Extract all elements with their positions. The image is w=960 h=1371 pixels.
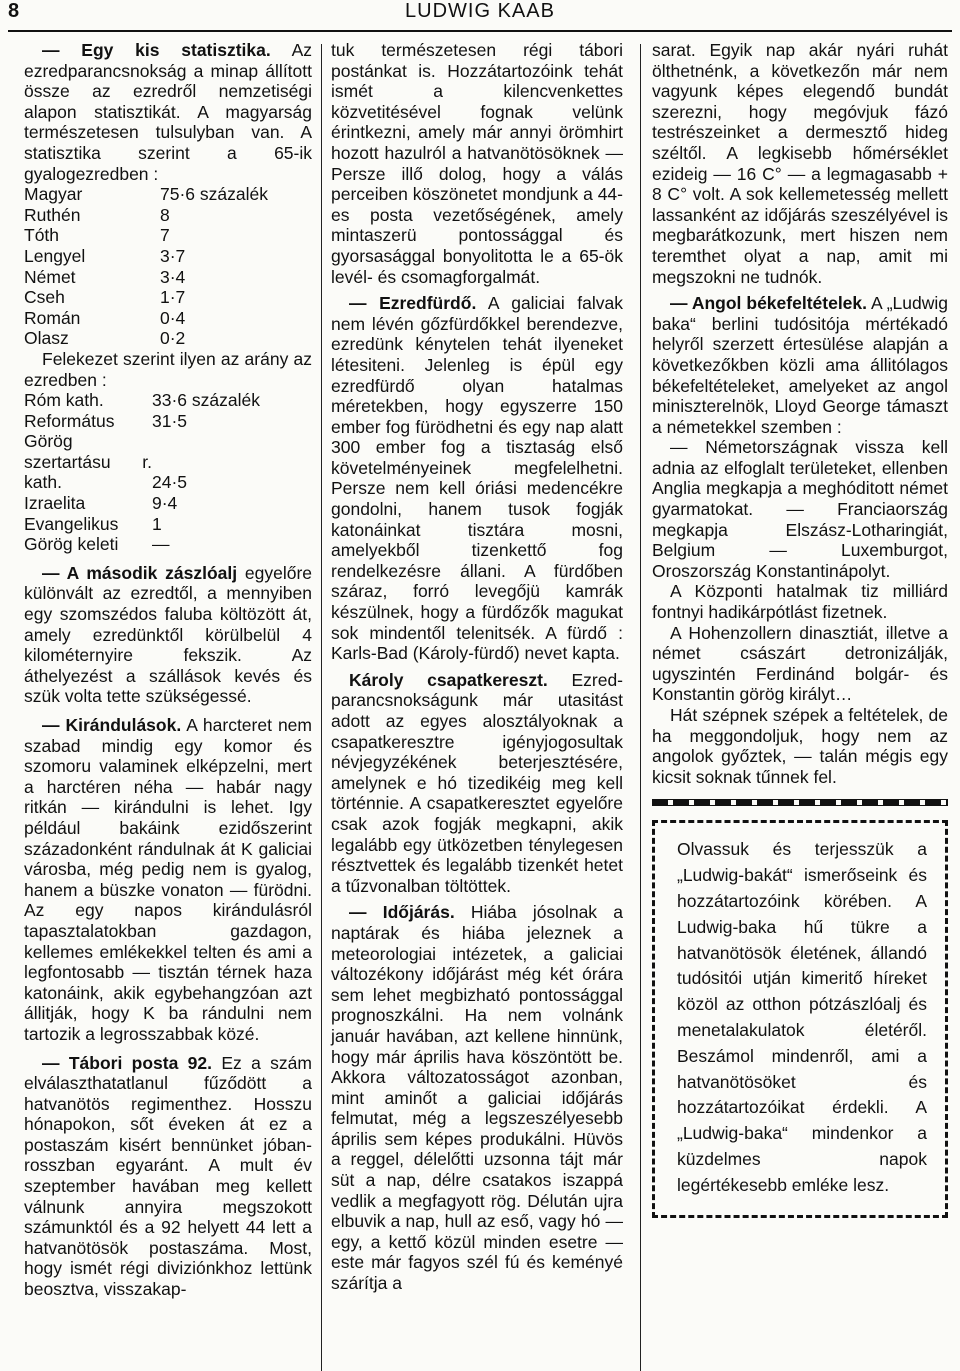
religion-table xyxy=(24,390,312,555)
article-body: A „Ludwig baka“ berlini tudósitója mértékadó helyről szerzett értesülése alapján a következőkben közli ama állitólagos békefeltételeket, amelyeket az angol miniszterelnök, Lloyd George támaszt a németekkel szemben : xyxy=(652,293,949,437)
table-row xyxy=(24,246,312,267)
table-row xyxy=(24,390,312,411)
row-value: 7 xyxy=(160,225,170,246)
column-3 xyxy=(652,40,948,1218)
row-value: 0·2 xyxy=(160,328,186,349)
column-2 xyxy=(331,40,623,1294)
article-paragraph: Hát szépnek szépek a feltételek, de ha meggondoljuk, hogy nem az angolok győztek, — talán mégis egy kicsit soknak tűnnek fel. xyxy=(652,705,948,787)
table-row xyxy=(24,328,312,349)
table-row xyxy=(24,493,312,514)
table-row xyxy=(24,287,312,308)
article-body: Az ezredparancsnokság a minap állított össze az ezredről nemzetiségi alapon statisztikát. A magyarság természetesen tulsulyban van. A statisztika szerint a 65-ik gyalogezredben : xyxy=(24,40,312,184)
row-label: Evangelikus xyxy=(24,513,119,534)
table-row xyxy=(24,205,312,226)
row-label: Ruthén xyxy=(24,204,81,225)
row-label: Német xyxy=(24,266,76,287)
column-divider xyxy=(321,44,322,1371)
article-ezredfurdo xyxy=(331,293,623,664)
article-idojaras-continued: sarat. Egyik nap akár nyári ruhát ölthetnénk, a következőn már nem vagyunk képes elegendő bundát szerezni, hogy megóvjuk fázó testrészeinket a dermesztő hideg széltől. A legkisebb hőmérséklet ezideig — 16 C° — a legmagasabb + 8 C° volt. A sok kellemetesség mellett lassanként az időjárás szeszélyével is megbarátkozunk, mert hiszen nem teremthet olyat a nap, amit mi megszokni ne tudnók. xyxy=(652,40,948,287)
row-value: 1 xyxy=(152,513,162,534)
article-tabori-posta xyxy=(24,1053,312,1300)
row-value: 33·6 százalék xyxy=(152,390,260,411)
article-body: Ezred-parancsnokságunk már utasitást adott az egyes alosztályoknak a csapatkeresztre igényjogosultak névjegyzékének beterjesztésére, amelynek e hó tizedikéig meg kell történnie. A csapatkeresztet egyelőre csak azok fogják megkapni, akik legalább egy ütközetben ténylegesen résztvettek és legalább tizenkét hetet a tűzvonalban töltöttek. xyxy=(331,669,623,896)
article-posta-continued: tuk természetesen régi tábori postánkat is. Hozzátartozóink tehát ismét a kilencvenkettes közvetitésével fognak velünk érintkezni, amely már annyi örömhirt hozott hazulról a hatvanötösöknek — Persze illő dolog, hogy a válás perceiben köszönetet mondjunk a 44-es posta vezetőségének, amely mintaszerü pontossággal és gyorsasággal bonyolitotta le a 65-ök levél- és csomagforgalmát. xyxy=(331,40,623,287)
table-row xyxy=(24,534,312,555)
religion-intro: Felekezet szerint ilyen az arány az ezredben : xyxy=(24,348,312,390)
ornamental-divider xyxy=(652,799,948,806)
article-heading: Károly csapatkereszt. xyxy=(349,669,548,690)
article-heading: — Időjárás. xyxy=(349,902,455,923)
row-value: 31·5 xyxy=(152,410,188,431)
column-divider xyxy=(640,44,641,1371)
row-label: Cseh xyxy=(24,287,65,308)
article-idojaras xyxy=(331,902,623,1293)
article-statisztika xyxy=(24,40,312,184)
row-value: 0·4 xyxy=(160,307,186,328)
running-head: LUDWIG KAAB xyxy=(405,0,555,22)
article-paragraph: — Németországnak vissza kell adnia az elfoglalt területeket, ellenben Anglia megkapja a meghóditott német gyarmatokat. — Franciaország megkapja Elszász-Lotharingiát, Belgium — Luxemburgot, Oroszország Konstantinápolyt. xyxy=(652,437,948,581)
article-paragraph: A Központi hatalmak tiz milliárd fontnyi hadikárpótlást fizetnek. xyxy=(652,581,948,623)
row-value: 3·7 xyxy=(160,245,186,266)
row-value: 8 xyxy=(160,204,170,225)
table-row xyxy=(24,184,312,205)
article-csapatkereszt xyxy=(331,670,623,897)
row-label: Lengyel xyxy=(24,245,86,266)
table-row xyxy=(24,308,312,329)
table-row xyxy=(24,514,312,535)
article-heading: — Angol békefeltételek. xyxy=(670,293,868,314)
row-label: Róm kath. xyxy=(24,390,104,411)
article-body: Ez a szám elválaszthatatlanul fűződött a hatvanötös regimenthez. Hosszu hónapokon, sőt éveken át ez a postaszám kisért bennünket jóban-rosszban egyaránt. A mult év szeptember havában meg kellett válnunk annyira megszokott számunktól és a 92 helyett 44 lett a hatvanötösök postaszáma. Most, hogy ismét régi diviziónkhoz lettünk beosztva, visszakap- xyxy=(24,1052,312,1300)
page-header xyxy=(8,0,952,30)
row-value: 3·4 xyxy=(160,266,186,287)
article-body: A harcteret nem szabad mindig egy komor és szomoru valaminek elképzelni, mert a harctéren néha — habár nagy ritkán — kirándulni is lehet. Igy például bakáink ezidőszerint századonként rándulnak át K galiciai városba, még pedig nem is gyalog, hanem a büszke vonaton — fürödni. Az egy napos kirándulásról tapasztalatokban gazdagon, kellemes emlékekkel telten és ami a legfontosabb — tisztán térnek haza katonáink, akik egybehangzóan azt állitják, hogy K ba rándulni nem tartozik a legrosszabbak közé. xyxy=(24,715,312,1044)
table-row xyxy=(24,431,312,493)
article-kirandulasok xyxy=(24,715,312,1045)
row-value: 24·5 xyxy=(152,472,188,493)
row-value: 1·7 xyxy=(160,287,186,308)
article-body: Hiába jósolnak a naptárak és hiába jeleznek a meteorologiai intézetek, a galiciai változékony időjárást még két órára sem lehet megbizható pontossággal prognoszkálni. Ha nem volnánk január havában, azt kellene hinnünk, hogy már április hava köszöntött be. Akkora változatosságot azonban, mint aminőt a galiciai időjárás felmutat, még a legszeszélyesebb április sem képes produkálni. Hüvös a reggel, délelőtti uzsonna tájt már süt a nap, délre csatakos iszappá vedlik a megfagyott rög. Délután ujra elbuvik a nap, hull az eső, vagy hó — egy, a kettő közül minden esetre — este már fagyos szél fú és keményé szárítja a xyxy=(331,902,623,1294)
page-number: 8 xyxy=(8,0,20,22)
row-label: Református xyxy=(24,410,115,431)
header-rule xyxy=(8,30,952,32)
table-row xyxy=(24,411,312,432)
row-value: 9·4 xyxy=(152,493,178,514)
row-label: Görög szertartásu r. kath. xyxy=(24,431,152,493)
row-value: 75·6 százalék xyxy=(160,184,268,205)
article-heading: — Ezredfürdő. xyxy=(349,293,477,314)
table-row xyxy=(24,225,312,246)
article-angol-bekefeltetelek xyxy=(652,293,948,437)
article-heading: — Kirándulások. xyxy=(42,715,182,735)
article-body: A galiciai falvak nem lévén gőzfürdőkkel berendezve, ezredünk kénytelen tehát ilyeneket létesiteni. Jelenleg is épül egy ezredfürdő olyan hatalmas méretekben, hogy egyszerre 150 ember fog fürödhetni és egy nap alatt 300 ember fog a tisztaság első követelményeinek megfelelhetni. Persze nem kell óriási medencékre gondolni, hanem tusok fogják katonáinkat tisztára mosni, amelyekből tizenkettő fog rendelkezésre állani. A fürdőben száraz, forró levegőjü kamrák készülnek, hogy a fürdőzők magukat sok mindentől telenitsék. A fürdő : Karls-Bad (Károly-fürdő) nevet kapta. xyxy=(331,293,623,664)
row-label: Izraelita xyxy=(24,493,86,514)
article-heading: — Egy kis statisztika. xyxy=(42,40,271,60)
article-body: egyelőre különvált az ezredtől, a mennyiben egy szomszédos faluba költözött át, amely ezredünktől körülbelül 4 kilométernyire fekszik. Az áthelyezést a szállások kevés és szük volta tette szükségessé. xyxy=(24,562,312,707)
promo-box: Olvassuk és terjesszük a „Ludwig-bakát“ ismerőseink és hozzátartozóink körében. A Ludwig-baka hű tükre a hatvanötösök életének, állandó tudósitói utján kimeritő híreket közöl az otthon pótzászlóalj és menetalakulatok életéről. Beszámol mindenről, ami a hatvanötösöket és hozzátartozóikat érdekli. A „Ludwig-baka“ mindenkor a küzdelmes napok legértékesebb emléke lesz. xyxy=(652,820,948,1217)
row-value: — xyxy=(152,534,170,555)
row-label: Olasz xyxy=(24,328,69,349)
article-heading: — A második zászlóalj xyxy=(42,562,238,583)
column-1 xyxy=(24,40,312,1300)
row-label: Magyar xyxy=(24,184,83,205)
table-row xyxy=(24,267,312,288)
article-heading: — Tábori posta 92. xyxy=(42,1052,212,1073)
row-label: Román xyxy=(24,307,81,328)
row-label: Görög keleti xyxy=(24,534,119,555)
row-label: Tóth xyxy=(24,225,60,246)
article-paragraph: A Hohenzollern dinasztiát, illetve a német császárt detronizálják, ugyszintén Ferdinánd bolgár- és Konstantin görög királyt… xyxy=(652,622,948,705)
article-zaszloalj xyxy=(24,563,312,707)
nationality-table xyxy=(24,184,312,349)
